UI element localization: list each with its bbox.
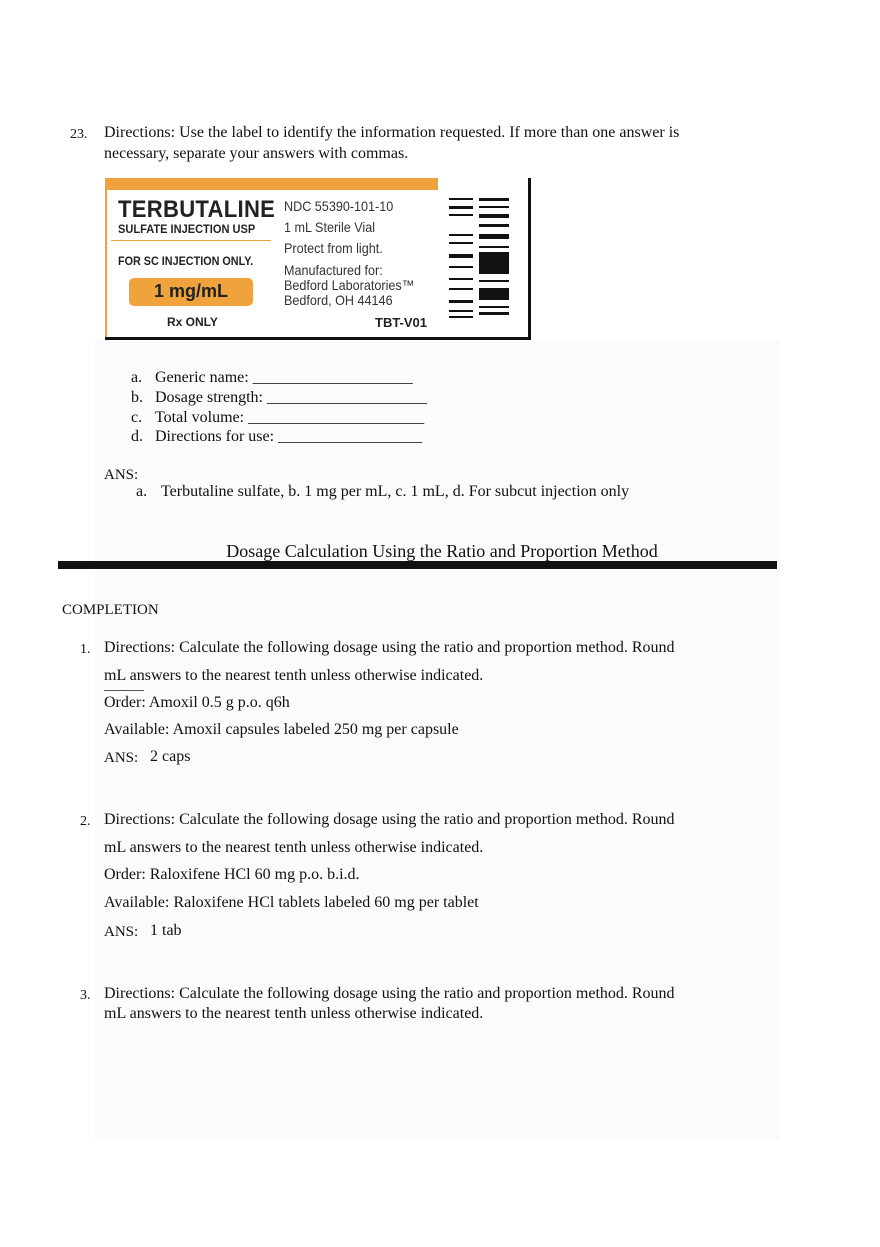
q23-item-c-letter: c.	[131, 409, 143, 426]
label-drug-name: TERBUTALINE	[118, 196, 276, 223]
label-rx-only: Rx ONLY	[167, 315, 218, 329]
q23-directions-line2: necessary, separate your answers with commas.	[104, 145, 409, 162]
q23-item-a: Generic name: ____________________	[155, 369, 413, 386]
q2-available: Available: Raloxifene HCl tablets labeled 60 mg per tablet	[104, 894, 479, 911]
label-volume: 1 mL Sterile Vial	[284, 219, 376, 235]
q1-order: Order: Amoxil 0.5 g p.o. q6h	[104, 694, 290, 711]
drug-label	[105, 178, 531, 340]
q23-answer: Terbutaline sulfate, b. 1 mg per mL, c. 1 mL, d. For subcut injection only	[161, 483, 630, 500]
label-manufactured-for: Manufactured for:	[284, 262, 383, 278]
q23-ans-letter: a.	[136, 483, 148, 500]
q2-answer: 1 tab	[150, 922, 182, 939]
label-top-bar	[105, 178, 438, 190]
label-manufacturer: Bedford Laboratories™	[284, 277, 415, 293]
q23-number: 23.	[70, 127, 88, 142]
label-code: TBT-V01	[375, 315, 428, 330]
q23-item-b: Dosage strength: ____________________	[155, 389, 427, 406]
q3-directions-line1: Directions: Calculate the following dosage using the ratio and proportion method. Round	[104, 985, 675, 1002]
q3-number: 3.	[80, 988, 91, 1003]
q1-answer: 2 caps	[150, 748, 191, 765]
label-drug-subtitle: SULFATE INJECTION USP	[118, 222, 256, 236]
q1-available: Available: Amoxil capsules labeled 250 mg per capsule	[104, 721, 459, 738]
q2-directions-line1: Directions: Calculate the following dosage using the ratio and proportion method. Round	[104, 811, 675, 828]
q1-number: 1.	[80, 642, 91, 657]
q23-ans-label: ANS:	[104, 467, 139, 483]
label-ndc: NDC 55390-101-10	[284, 198, 394, 214]
label-strength: 1 mg/mL	[153, 281, 228, 301]
label-route: FOR SC INJECTION ONLY.	[118, 254, 254, 268]
q23-item-c: Total volume: ______________________	[155, 409, 425, 426]
q1-ans-label: ANS:	[104, 750, 139, 766]
q23-item-a-letter: a.	[131, 369, 143, 386]
label-storage: Protect from light.	[284, 240, 383, 256]
q2-number: 2.	[80, 814, 91, 829]
q23-directions-line1: Directions: Use the label to identify the information requested. If more than one answer is	[104, 124, 680, 141]
q2-order: Order: Raloxifene HCl 60 mg p.o. b.i.d.	[104, 866, 360, 883]
q23-item-d: Directions for use: __________________	[155, 428, 423, 445]
q2-directions-line2: mL answers to the nearest tenth unless otherwise indicated.	[104, 839, 484, 856]
section-title: Dosage Calculation Using the Ratio and Proportion Method	[226, 541, 658, 561]
q1-directions-line1: Directions: Calculate the following dosage using the ratio and proportion method. Round	[104, 639, 675, 656]
q3-directions-line2: mL answers to the nearest tenth unless otherwise indicated.	[104, 1005, 484, 1022]
label-address: Bedford, OH 44146	[284, 292, 393, 308]
q23-item-b-letter: b.	[131, 389, 143, 406]
barcode	[449, 196, 513, 322]
q23-item-d-letter: d.	[131, 428, 143, 445]
section-rule	[58, 561, 777, 569]
q2-ans-label: ANS:	[104, 924, 139, 940]
q1-directions-line2: mL answers to the nearest tenth unless otherwise indicated.	[104, 667, 484, 684]
label-divider	[111, 240, 271, 241]
q1-order-mark	[104, 690, 144, 691]
section-type: COMPLETION	[62, 602, 159, 618]
